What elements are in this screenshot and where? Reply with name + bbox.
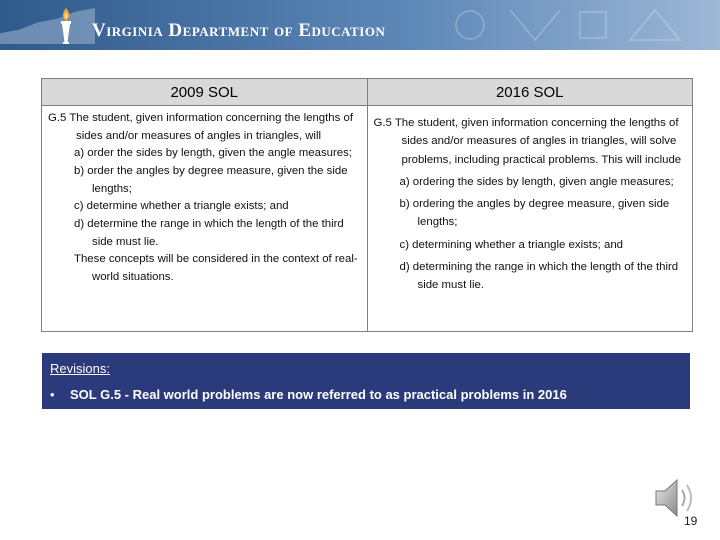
column-heading-2009: 2009 SOL [42, 79, 367, 106]
standard-item: a) order the sides by length, given the angle measures; [74, 147, 352, 160]
standard-item: b) order the angles by degree measure, given the side lengths; [74, 165, 348, 195]
standard-item: b) ordering the angles by degree measure, given side lengths; [399, 198, 670, 229]
column-2009 [42, 79, 367, 331]
standard-item: d) determine the range in which the length of the third side must lie. [74, 218, 344, 248]
torch-logo-icon [56, 6, 76, 46]
context-note: These concepts will be considered in the context of real-world situations. [74, 253, 358, 284]
org-title: Virginia Department of Education [92, 20, 386, 41]
standard-item: d) determining the range in which the length of the third side must lie. [399, 260, 679, 291]
revision-text: SOL G.5 - Real world problems are now referred to as practical problems in 2016 [70, 387, 567, 402]
column-2016 [367, 79, 693, 331]
virginia-map-icon [0, 8, 95, 44]
revisions-box [42, 353, 690, 409]
standard-stem: G.5 The student, given information concerning the lengths of sides and/or measures of angles in triangles, will solve problems, including practical problems. This will include [373, 117, 682, 166]
revision-item [50, 387, 567, 402]
revisions-title: Revisions: [50, 361, 110, 376]
column-body-2009 [42, 106, 367, 331]
column-heading-2016: 2016 SOL [368, 79, 693, 106]
page-number: 19 [684, 514, 698, 528]
standard-item: a) ordering the sides by length, given angle measures; [399, 175, 674, 188]
standard-item: c) determining whether a triangle exists; and [399, 238, 623, 251]
standard-stem: G.5 The student, given information concerning the lengths of sides and/or measures of angles in triangles, will [48, 112, 353, 142]
sol-comparison-table [41, 78, 693, 332]
standard-item: c) determine whether a triangle exists; and [74, 200, 289, 213]
bullet: • [50, 387, 55, 402]
header-banner [0, 0, 720, 50]
banner-decoration [440, 0, 700, 50]
column-body-2016 [368, 106, 693, 331]
